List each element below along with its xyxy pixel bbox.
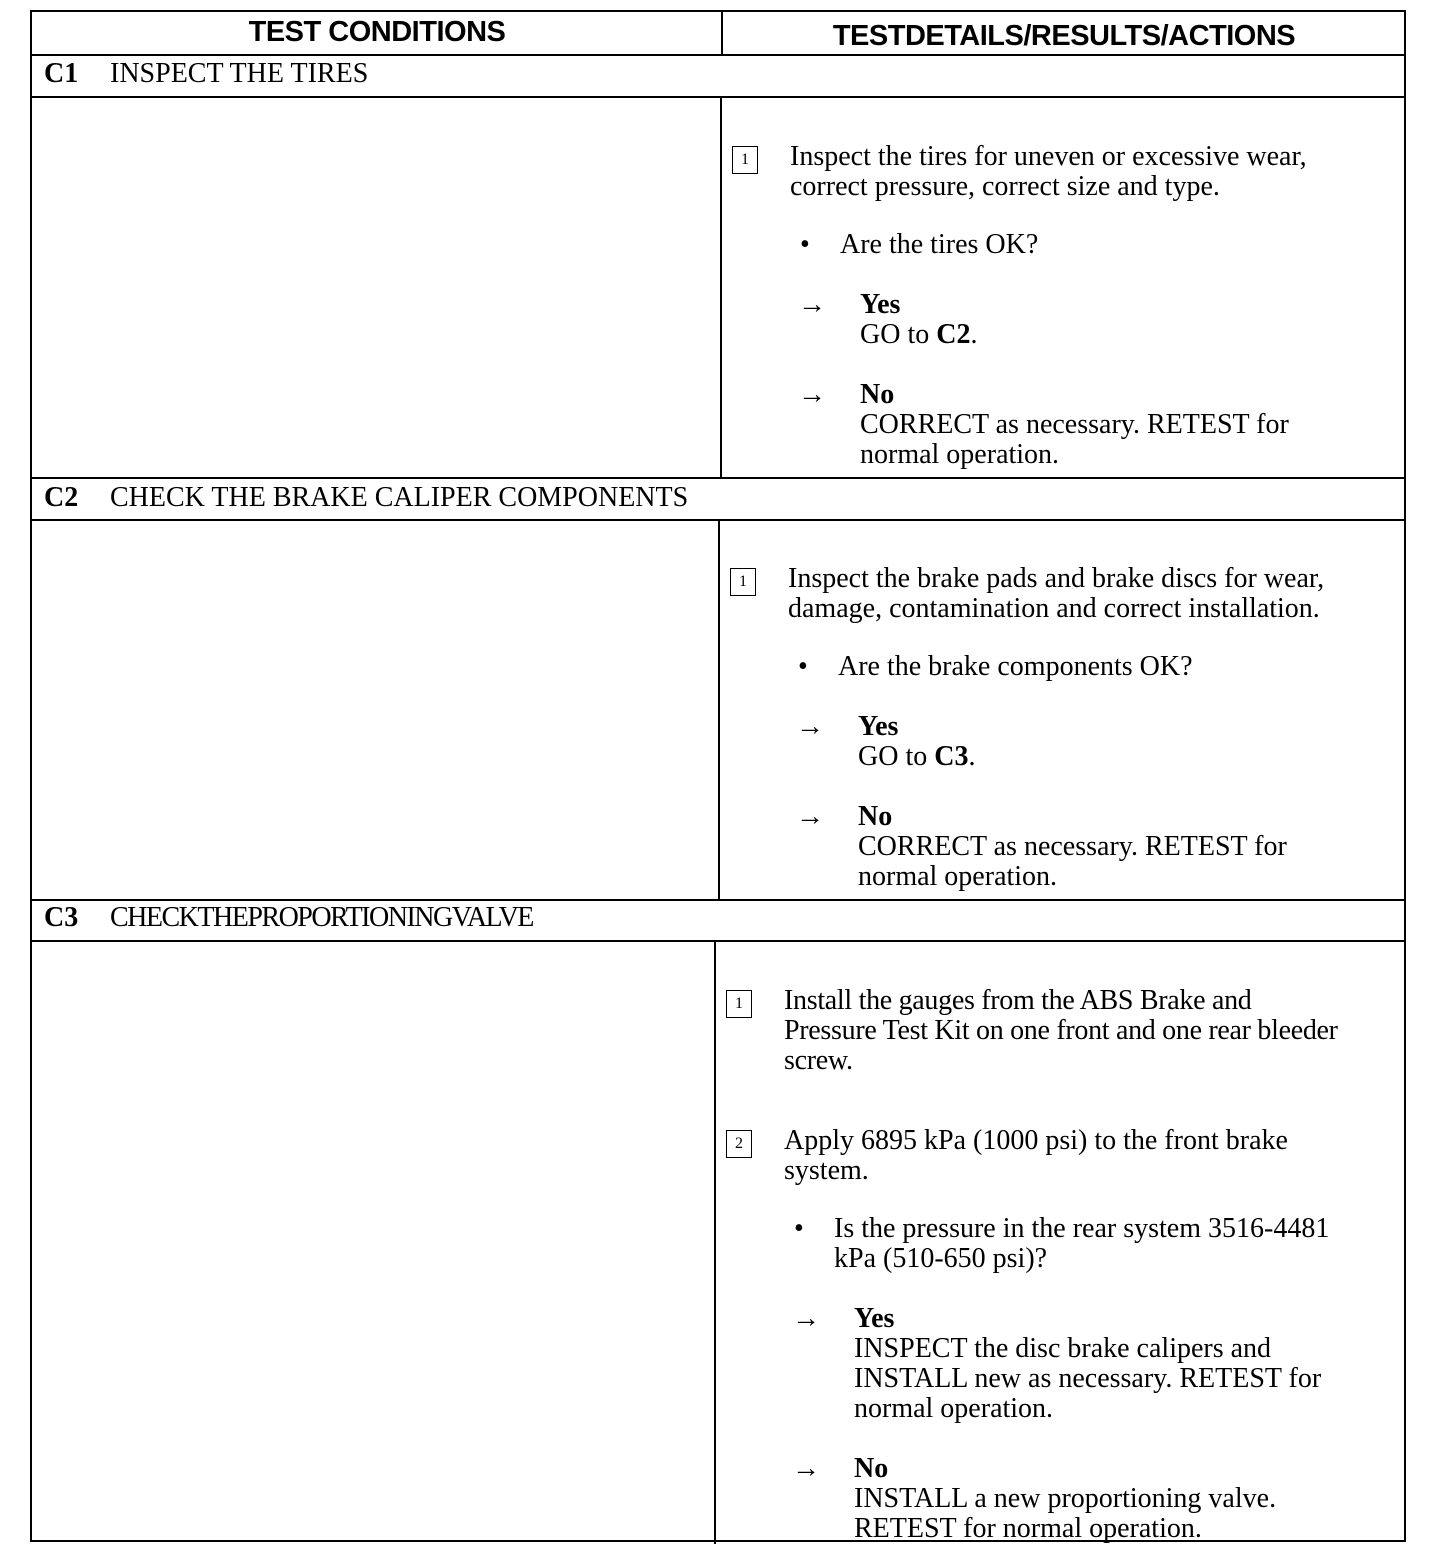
step-c2-1 — [730, 564, 1398, 628]
outcome-yes-c1 — [798, 290, 1378, 352]
section-ref: C3 — [934, 741, 969, 772]
step-text: Apply 6895 kPa (1000 psi) to the front brake system. — [784, 1125, 1288, 1186]
question-text: Are the tires OK? — [840, 229, 1039, 260]
question-c3 — [794, 1214, 1374, 1278]
outcome-no-c1 — [798, 380, 1378, 472]
outcome-text-yes: GO to C3. — [858, 741, 976, 772]
section-name-c1: INSPECT THE TIRES — [110, 58, 369, 89]
section-title-c3 — [44, 902, 533, 934]
section-id-c2: C2 — [44, 482, 79, 513]
arrow-right-icon: → — [796, 711, 824, 742]
section-ref: C2 — [936, 319, 971, 350]
arrow-right-icon: → — [798, 379, 826, 410]
header-divider — [721, 12, 723, 54]
outcome-text-no: INSTALL a new proportioning valve. RETEST for normal operation. — [854, 1483, 1277, 1544]
step-number-box: 1 — [730, 568, 756, 596]
outcome-label-yes: Yes — [860, 289, 901, 320]
bullet-icon: • — [800, 229, 810, 260]
step-number-box: 2 — [726, 1130, 752, 1158]
section-name-c3: CHECKTHEPROPORTIONINGVALVE — [110, 902, 533, 933]
diagnostic-table — [30, 10, 1406, 1542]
outcome-text-yes: GO to C2. — [860, 319, 978, 350]
header-test-conditions: TEST CONDITIONS — [248, 16, 506, 48]
step-text: Install the gauges from the ABS Brake and Pressure Test Kit on one front and one rear bleeder screw. — [784, 985, 1338, 1076]
arrow-right-icon: → — [792, 1453, 820, 1484]
bullet-icon: • — [794, 1213, 804, 1244]
outcome-label-no: No — [860, 379, 895, 410]
column-divider-c2 — [718, 519, 720, 899]
step-text: Inspect the brake pads and brake discs for wear, damage, contamination and correct installation. — [788, 563, 1325, 624]
section-title-c2 — [44, 482, 688, 514]
question-text: Are the brake components OK? — [838, 651, 1193, 682]
step-number-box: 1 — [726, 990, 752, 1018]
question-c1 — [800, 230, 1360, 264]
section-id-c1: C1 — [44, 58, 79, 89]
outcome-text-yes: INSPECT the disc brake calipers and INSTALL new as necessary. RETEST for normal operation. — [854, 1333, 1322, 1424]
column-divider-c1 — [720, 96, 722, 477]
outcome-text-no: CORRECT as necessary. RETEST for normal operation. — [860, 409, 1289, 470]
bullet-icon: • — [798, 651, 808, 682]
section-rule-c3 — [32, 940, 1404, 942]
step-c3-1 — [726, 986, 1402, 1080]
arrow-right-icon: → — [796, 801, 824, 832]
outcome-yes-c3 — [792, 1304, 1382, 1426]
section-separator-c2 — [32, 899, 1404, 901]
outcome-no-c2 — [796, 802, 1376, 894]
outcome-label-no: No — [858, 801, 893, 832]
outcome-label-yes: Yes — [854, 1303, 895, 1334]
section-rule-c1 — [32, 96, 1404, 98]
outcome-label-no: No — [854, 1453, 889, 1484]
question-c2 — [798, 652, 1358, 686]
outcome-no-c3 — [792, 1454, 1382, 1546]
outcome-label-yes: Yes — [858, 711, 899, 742]
column-divider-c3 — [714, 940, 716, 1544]
outcome-text-no: CORRECT as necessary. RETEST for normal operation. — [858, 831, 1287, 892]
step-text: Inspect the tires for uneven or excessive wear, correct pressure, correct size and type. — [790, 141, 1307, 202]
section-id-c3: C3 — [44, 902, 79, 933]
section-title-c1 — [44, 58, 368, 90]
header-rule — [32, 54, 1404, 56]
header-test-details: TESTDETAILS/RESULTS/ACTIONS — [832, 20, 1296, 52]
section-separator-c1 — [32, 477, 1404, 479]
outcome-yes-c2 — [796, 712, 1376, 774]
arrow-right-icon: → — [792, 1303, 820, 1334]
step-c1-1 — [732, 142, 1392, 206]
step-c3-2 — [726, 1126, 1386, 1190]
step-number-box: 1 — [732, 146, 758, 174]
arrow-right-icon: → — [798, 289, 826, 320]
question-text: Is the pressure in the rear system 3516-4481 kPa (510-650 psi)? — [834, 1213, 1330, 1274]
section-name-c2: CHECK THE BRAKE CALIPER COMPONENTS — [110, 482, 689, 513]
